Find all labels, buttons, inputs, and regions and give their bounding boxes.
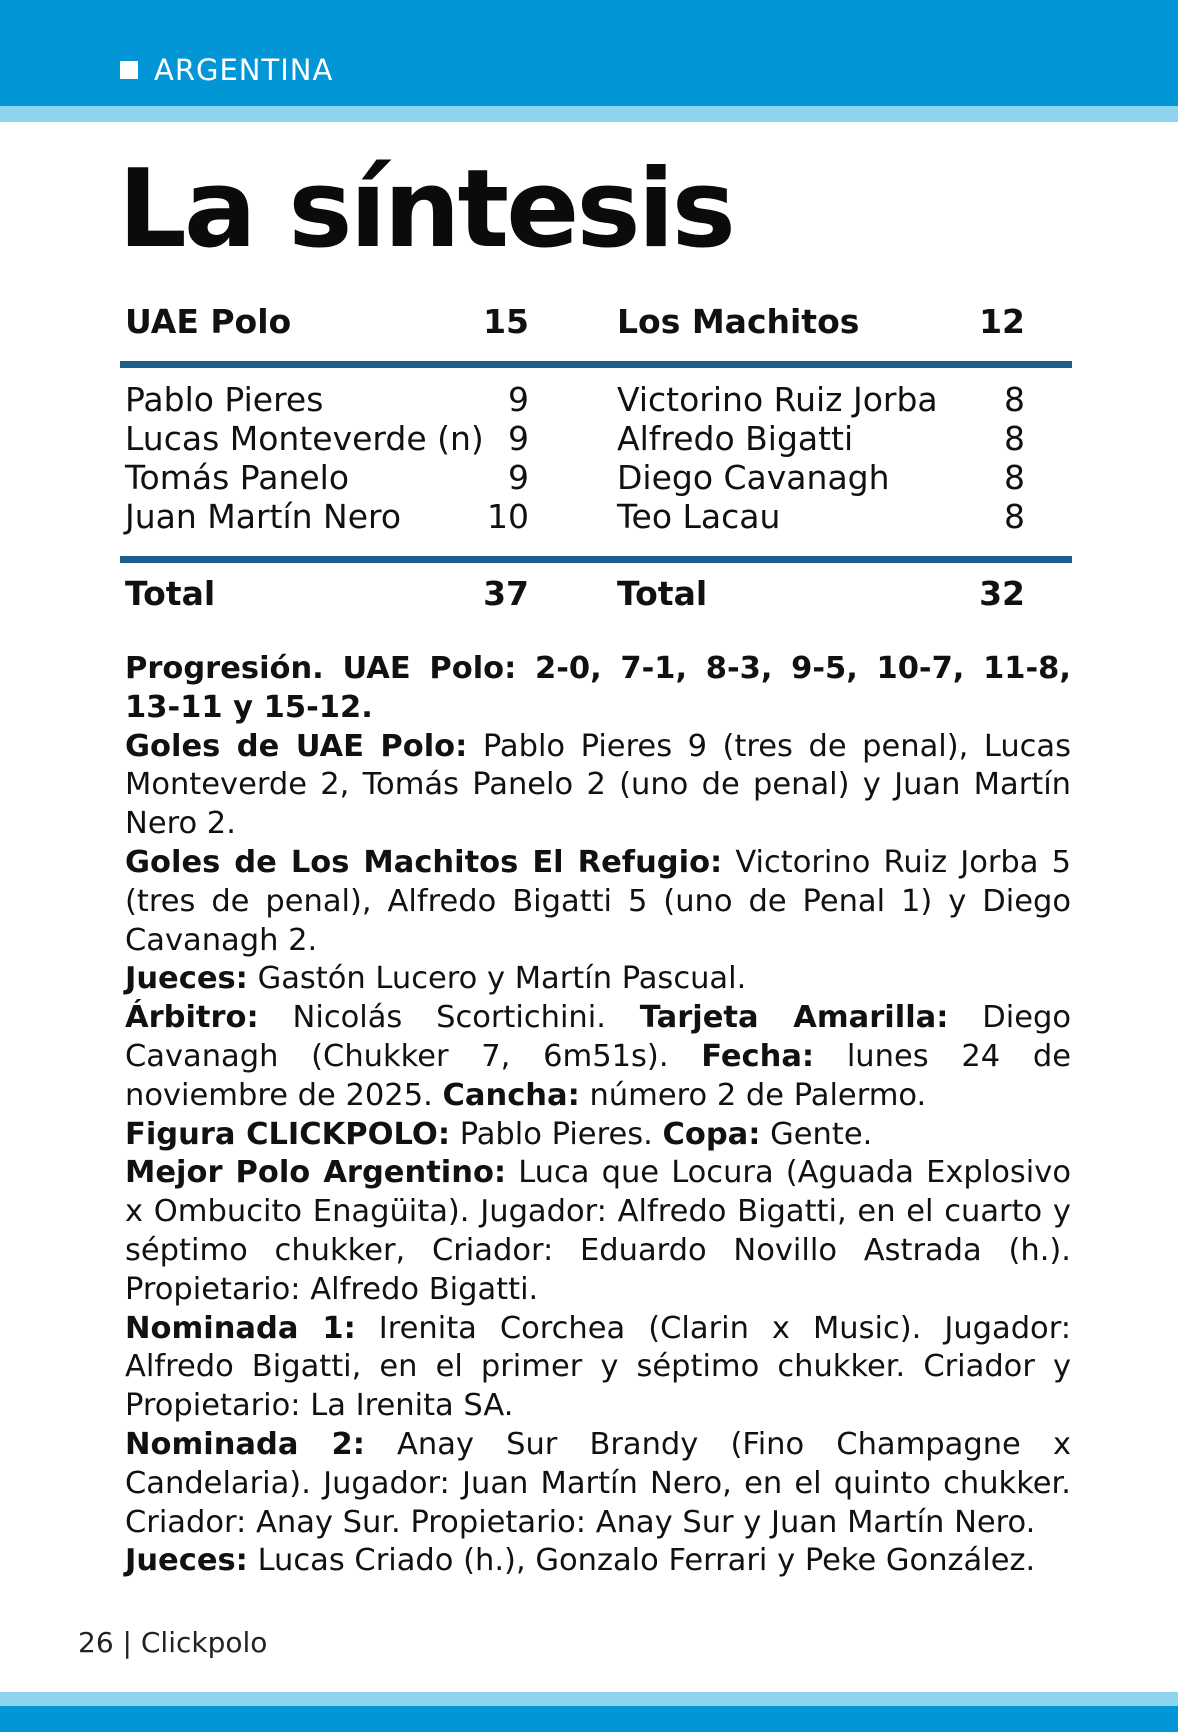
table-divider — [120, 361, 1072, 368]
away-player-name: Victorino Ruiz Jorba — [617, 380, 938, 419]
home-player-handicap: 9 — [508, 380, 529, 419]
away-team-name: Los Machitos — [617, 302, 860, 341]
referee-paragraph — [125, 999, 1071, 1115]
best-horse-label: Mejor Polo Argentino: — [125, 1155, 507, 1191]
progression-text: Progresión. UAE Polo: 2-0, 7-1, 8-3, 9-5, 10-7, 11-8, 13-11 y 15-12. — [125, 651, 1071, 725]
nominee1-text: Irenita Corchea (Clarin x Music). Jugador: Alfredo Bigatti, en el primer y séptimo chukker. Criador y Propietario: La Irenita SA. — [125, 1310, 1071, 1424]
away-team-handicap: 12 — [979, 302, 1025, 341]
best-horse-text: Luca que Locura (Aguada Explosivo x Ombucito Enagüita). Jugador: Alfredo Bigatti, en el cuarto y séptimo chukker, Criador: Eduardo Novillo Astrada (h.). Propietario: Alfredo Bigatti. — [125, 1155, 1071, 1307]
home-player-name: Juan Martín Nero — [125, 497, 402, 536]
nominee2-label: Nominada 2: — [125, 1426, 365, 1462]
home-player-name: Pablo Pieres — [125, 380, 324, 419]
progression-paragraph — [125, 650, 1071, 728]
home-total-label: Total — [125, 574, 216, 613]
bottom-banner — [0, 1706, 1178, 1732]
home-player-name: Tomás Panelo — [125, 458, 350, 497]
home-team-name: UAE Polo — [125, 302, 292, 341]
yellow-card-label: Tarjeta Amarilla: — [639, 1000, 949, 1036]
judges2-paragraph — [125, 1542, 1071, 1581]
nominee2-paragraph — [125, 1426, 1071, 1542]
mvp-label: Figura CLICKPOLO: — [125, 1116, 451, 1152]
judges-text: Gastón Lucero y Martín Pascual. — [247, 961, 747, 997]
totals-row — [125, 574, 1049, 614]
judges-paragraph — [125, 960, 1071, 999]
referee-text: Nicolás Scortichini. — [258, 1000, 640, 1036]
bottom-stripe — [0, 1692, 1178, 1706]
uae-goals-text: Pablo Pieres 9 (tres de penal), Lucas Monteverde 2, Tomás Panelo 2 (uno de penal) y Juan Martín Nero 2. — [125, 728, 1071, 842]
uae-goals-paragraph — [125, 728, 1071, 844]
home-team-handicap: 15 — [483, 302, 529, 341]
away-player-name: Diego Cavanagh — [617, 458, 890, 497]
away-player-handicap: 8 — [1004, 380, 1025, 419]
table-divider — [120, 556, 1072, 563]
page-title: La síntesis — [118, 147, 733, 272]
nominee1-label: Nominada 1: — [125, 1310, 356, 1346]
date-text: lunes 24 de noviembre de 2025. — [125, 1038, 1072, 1113]
judges2-text: Lucas Criado (h.), Gonzalo Ferrari y Peke González. — [247, 1543, 1036, 1579]
field-label: Cancha: — [442, 1077, 580, 1113]
mvp-text: Pablo Pieres. — [450, 1116, 663, 1152]
cup-label: Copa: — [662, 1116, 761, 1152]
square-bullet-icon — [120, 61, 138, 79]
table-row — [125, 419, 1049, 459]
nominee2-text: Anay Sur Brandy (Fino Champagne x Candelaria). Jugador: Juan Martín Nero, en el quinto chukker. Criador: Anay Sur. Propietario: Anay Sur y Juan Martín Nero. — [125, 1426, 1071, 1540]
away-player-name: Alfredo Bigatti — [617, 419, 854, 458]
best-horse-paragraph — [125, 1154, 1071, 1309]
page-footer: 26 | Clickpolo — [78, 1626, 268, 1659]
machitos-goals-paragraph — [125, 844, 1071, 960]
machitos-goals-label: Goles de Los Machitos El Refugio: — [125, 844, 723, 880]
uae-goals-label: Goles de UAE Polo: — [125, 728, 468, 764]
field-text: número 2 de Palermo. — [579, 1077, 927, 1113]
away-total: 32 — [979, 574, 1025, 613]
yellow-card-text: Diego Cavanagh (Chukker 7, 6m51s). — [125, 1000, 1071, 1074]
away-total-label: Total — [617, 574, 708, 613]
machitos-goals-text: Victorino Ruiz Jorba 5 (tres de penal), Alfredo Bigatti 5 (uno de Penal 1) y Diego Cavanagh 2. — [125, 844, 1071, 958]
team-header-row — [125, 302, 1049, 342]
away-player-handicap: 8 — [1004, 458, 1025, 497]
match-details — [125, 650, 1071, 1581]
date-label: Fecha: — [701, 1038, 815, 1074]
home-player-handicap: 9 — [508, 458, 529, 497]
home-player-handicap: 10 — [487, 497, 529, 536]
away-player-handicap: 8 — [1004, 419, 1025, 458]
home-player-name: Lucas Monteverde (n) — [125, 419, 484, 458]
cup-text: Gente. — [760, 1116, 873, 1152]
referee-label: Árbitro: — [125, 1000, 259, 1036]
away-player-handicap: 8 — [1004, 497, 1025, 536]
table-row — [125, 497, 1049, 537]
mvp-paragraph — [125, 1116, 1071, 1155]
section-header — [120, 50, 333, 90]
table-row — [125, 380, 1049, 420]
away-player-name: Teo Lacau — [617, 497, 781, 536]
home-player-handicap: 9 — [508, 419, 529, 458]
top-stripe — [0, 106, 1178, 122]
section-label: ARGENTINA — [154, 53, 334, 87]
judges-label: Jueces: — [125, 961, 248, 997]
judges2-label: Jueces: — [125, 1543, 248, 1579]
nominee1-paragraph — [125, 1310, 1071, 1426]
home-total: 37 — [483, 574, 529, 613]
table-row — [125, 458, 1049, 498]
